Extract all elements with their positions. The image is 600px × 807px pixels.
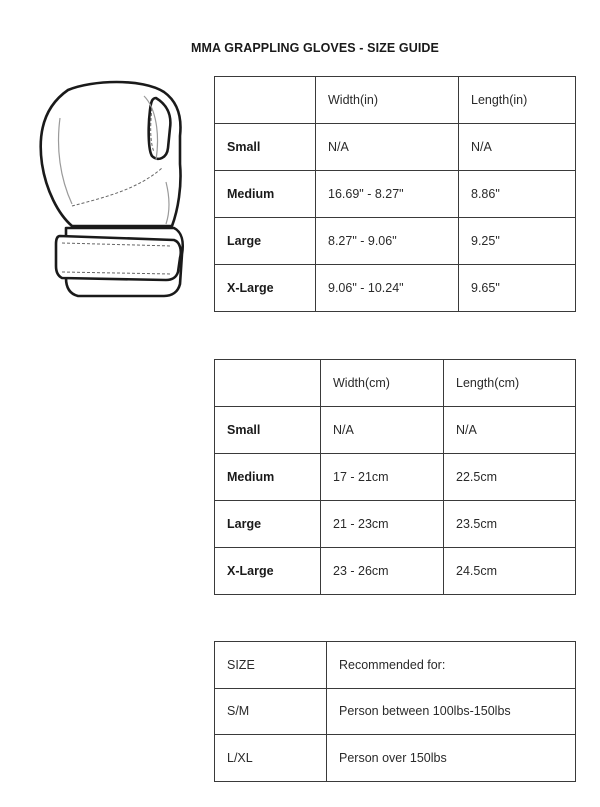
- page-title: MMA GRAPPLING GLOVES - SIZE GUIDE: [191, 41, 439, 55]
- table-row: [215, 735, 576, 782]
- recommended-value: Person between 100lbs-150lbs: [327, 688, 576, 735]
- width-value: 16.69" - 8.27": [316, 171, 459, 218]
- size-label: Medium: [215, 171, 316, 218]
- size-label: Medium: [215, 454, 321, 501]
- header-cell-recommended: Recommended for:: [327, 642, 576, 689]
- weight-recommendation-table: [214, 641, 576, 782]
- table-row: [215, 501, 576, 548]
- table-row: [215, 171, 576, 218]
- header-cell-length: Length(cm): [444, 360, 576, 407]
- length-value: 22.5cm: [444, 454, 576, 501]
- size-label: L/XL: [215, 735, 327, 782]
- table-row: [215, 688, 576, 735]
- table-row: [215, 218, 576, 265]
- table-row: [215, 124, 576, 171]
- length-value: 23.5cm: [444, 501, 576, 548]
- header-cell-size: SIZE: [215, 642, 327, 689]
- width-value: 23 - 26cm: [321, 548, 444, 595]
- table-header-row: [215, 642, 576, 689]
- width-value: 21 - 23cm: [321, 501, 444, 548]
- size-label: Small: [215, 407, 321, 454]
- header-cell-empty: [215, 77, 316, 124]
- table-row: [215, 548, 576, 595]
- length-value: N/A: [459, 124, 576, 171]
- width-value: N/A: [321, 407, 444, 454]
- size-label: Large: [215, 218, 316, 265]
- table-row: [215, 265, 576, 312]
- width-value: 8.27" - 9.06": [316, 218, 459, 265]
- table-row: [215, 407, 576, 454]
- table-header-row: [215, 360, 576, 407]
- length-value: 9.65": [459, 265, 576, 312]
- header-cell-width: Width(cm): [321, 360, 444, 407]
- size-label: X-Large: [215, 265, 316, 312]
- header-cell-empty: [215, 360, 321, 407]
- size-label: Small: [215, 124, 316, 171]
- width-value: 9.06" - 10.24": [316, 265, 459, 312]
- header-cell-length: Length(in): [459, 77, 576, 124]
- size-label: S/M: [215, 688, 327, 735]
- length-value: 24.5cm: [444, 548, 576, 595]
- table-row: [215, 454, 576, 501]
- size-label: Large: [215, 501, 321, 548]
- length-value: 8.86": [459, 171, 576, 218]
- length-value: 9.25": [459, 218, 576, 265]
- recommended-value: Person over 150lbs: [327, 735, 576, 782]
- table-header-row: [215, 77, 576, 124]
- size-label: X-Large: [215, 548, 321, 595]
- width-value: 17 - 21cm: [321, 454, 444, 501]
- size-table-cm: [214, 359, 576, 595]
- length-value: N/A: [444, 407, 576, 454]
- boxing-glove-icon: [32, 78, 202, 310]
- header-cell-width: Width(in): [316, 77, 459, 124]
- size-table-inches: [214, 76, 576, 312]
- width-value: N/A: [316, 124, 459, 171]
